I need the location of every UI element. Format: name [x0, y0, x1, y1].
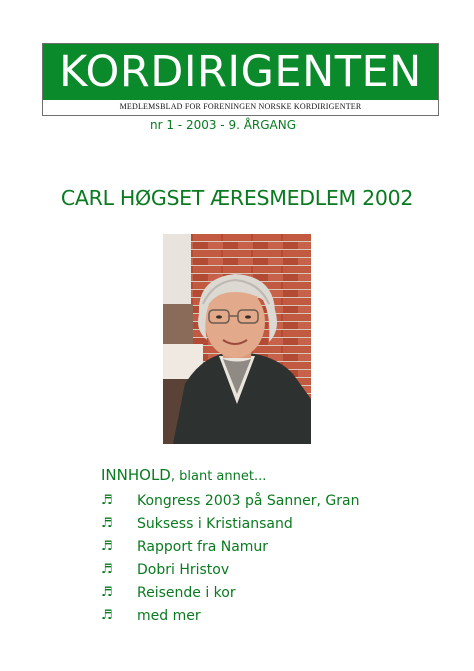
masthead-subtitle: MEDLEMSBLAD FOR FORENINGEN NORSKE KORDIRIGENTER [119, 102, 362, 111]
list-item [101, 489, 359, 512]
masthead [42, 43, 439, 116]
issue-line: nr 1 - 2003 - 9. ÅRGANG [150, 118, 297, 132]
masthead-title: KORDIRIGENTEN [43, 44, 438, 100]
list-item [101, 604, 359, 627]
list-item-label: Reisende i kor [137, 584, 236, 601]
music-note-icon: ♬ [101, 539, 113, 554]
list-item-label: Dobri Hristov [137, 561, 230, 578]
portrait-photo [163, 234, 311, 444]
list-item [101, 581, 359, 604]
list-item [101, 558, 359, 581]
list-item-label: Rapport fra Namur [137, 538, 269, 555]
list-item-label: Suksess i Kristiansand [137, 515, 293, 532]
page-headline: CARL HØGSET ÆRESMEDLEM 2002 [60, 186, 414, 210]
contents-heading-rest: , blant annet... [170, 469, 267, 484]
music-note-icon: ♬ [101, 493, 113, 508]
list-item [101, 512, 359, 535]
list-item-label: Kongress 2003 på Sanner, Gran [137, 492, 360, 509]
music-note-icon: ♬ [101, 608, 113, 623]
contents-heading [101, 465, 266, 484]
music-note-icon: ♬ [101, 585, 113, 600]
portrait-illustration [163, 234, 311, 444]
contents-list [101, 489, 359, 627]
music-note-icon: ♬ [101, 562, 113, 577]
contents-heading-main: INNHOLD [101, 466, 171, 484]
music-note-icon: ♬ [101, 516, 113, 531]
list-item [101, 535, 359, 558]
list-item-label: med mer [137, 607, 201, 624]
